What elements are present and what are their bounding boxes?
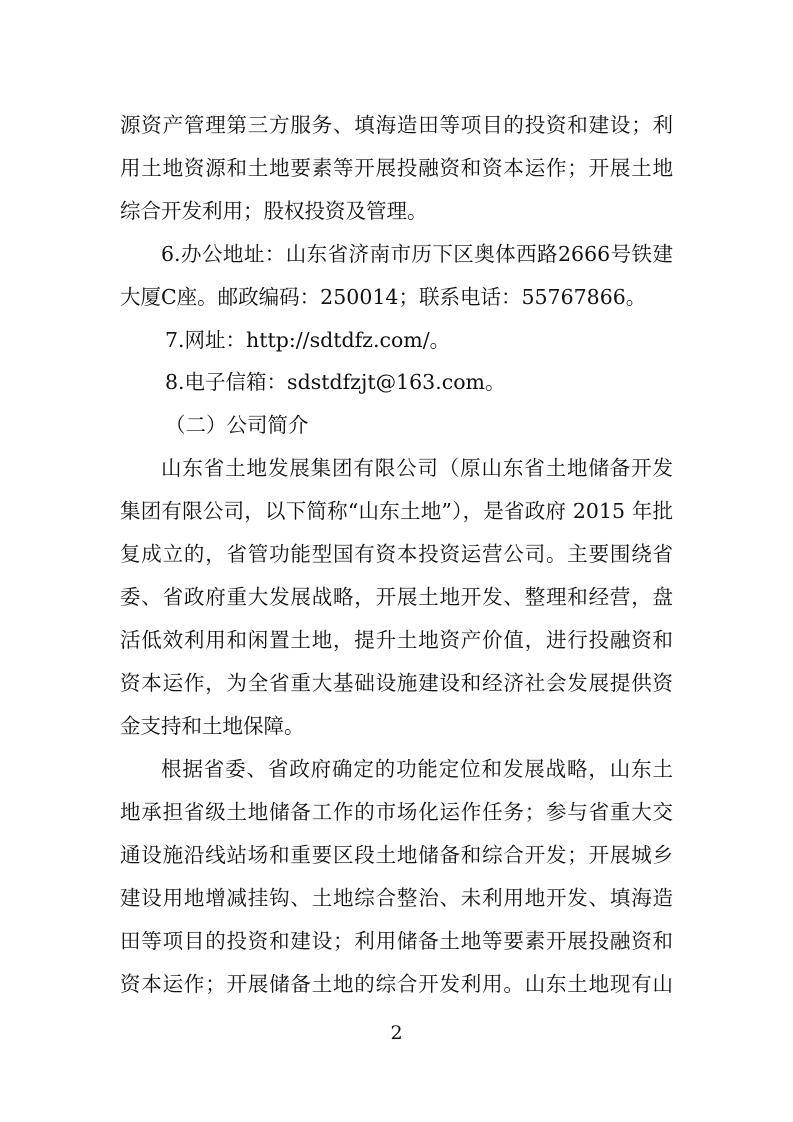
text-line: 山东省土地发展集团有限公司（原山东省土地储备开发 (161, 456, 673, 480)
text-line: 综合开发利用；股权投资及管理。 (120, 199, 428, 223)
section-heading: （二）公司简介 (165, 413, 309, 437)
text-line: 田等项目的投资和建设；利用储备土地等要素开展投融资和 (120, 929, 673, 953)
text-line: 6.办公地址：山东省济南市历下区奥体西路2666号铁建 (161, 242, 673, 266)
text-line: 资本运作；开展储备土地的综合开发利用。山东土地现有山 (120, 972, 673, 996)
text-line: 根据省委、省政府确定的功能定位和发展战略，山东土 (161, 757, 673, 781)
text-line: 源资产管理第三方服务、填海造田等项目的投资和建设；利 (120, 113, 673, 137)
text-line: 资本运作，为全省重大基础设施建设和经济社会发展提供资 (120, 671, 673, 695)
text-line: 通设施沿线站场和重要区段土地储备和综合开发；开展城乡 (120, 843, 673, 867)
text-line: 8.电子信箱：sdstdfzjt@163.com。 (165, 370, 506, 394)
text-line: 委、省政府重大发展战略，开展土地开发、整理和经营，盘 (120, 585, 673, 609)
text-line: 金支持和土地保障。 (120, 714, 305, 738)
text-line: 用土地资源和土地要素等开展投融资和资本运作；开展土地 (120, 156, 673, 180)
text-line: 复成立的，省管功能型国有资本投资运营公司。主要围绕省 (120, 542, 673, 566)
text-line: 地承担省级土地储备工作的市场化运作任务；参与省重大交 (120, 800, 673, 824)
text-line: 集团有限公司，以下简称“山东土地”），是省政府 2015 年批 (120, 499, 673, 523)
page-number: 2 (390, 1022, 403, 1044)
text-line: 建设用地增减挂钩、土地综合整治、未利用地开发、填海造 (120, 886, 673, 910)
text-line: 活低效利用和闲置土地，提升土地资产价值，进行投融资和 (120, 628, 673, 652)
text-line: 大厦C座。邮政编码：250014；联系电话：55767866。 (120, 285, 647, 309)
text-line: 7.网址：http://sdtdfz.com/。 (165, 328, 451, 352)
